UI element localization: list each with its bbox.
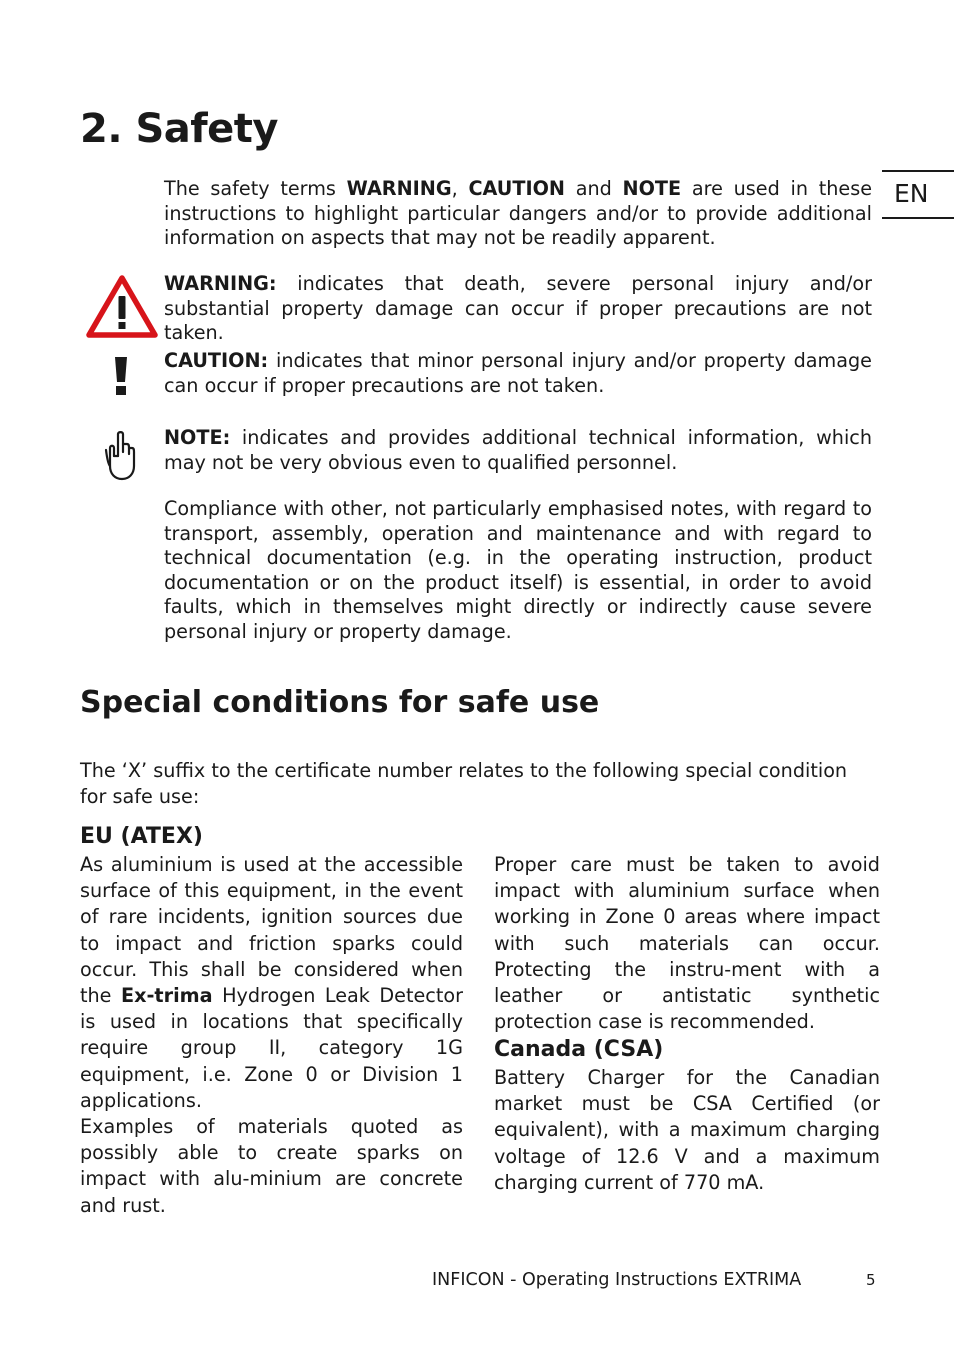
note-paragraph [164,426,872,475]
warning-paragraph [164,272,872,346]
exclamation-icon [112,356,130,396]
intro-term-note: NOTE [622,177,682,200]
language-tab [882,170,954,220]
tab-rule-top [882,170,954,172]
canada-csa-paragraph: Battery Charger for the Canadian market must be CSA Certified (or equivalent), with a maximum charging voltage of 12.6 V and a maximum charging current of 770 mA. [494,1066,880,1194]
eu-atex-paragraph-3: Proper care must be taken to avoid impact with aluminium surface when working in Zone 0 areas where impact with such materials can occur. Protecting the instru-ment with a leather or antistatic synthetic protection case is recommended. [494,853,880,1034]
intro-text-3: and [564,177,623,200]
warning-triangle-icon [86,274,158,338]
intro-term-caution: CAUTION [468,177,565,200]
eu-atex-paragraph-2: Examples of materials quoted as possibly able to create sparks on impact with alu-minium are concrete and rust. [80,1115,463,1217]
warning-text: indicates that death, severe personal injury and/or substantial property damage can occur if proper precautions are not taken. [164,272,872,345]
intro-text-2: , [451,177,469,200]
eu-atex-paragraph-1 [80,852,463,1114]
special-conditions-intro: The ‘X’ suffix to the certificate number relates to the following special condition for safe use: [80,759,848,808]
note-text: indicates and provides additional technical information, which may not be very obvious even to qualified personnel. [164,426,872,474]
eu-atex-text-b: Hydrogen Leak Detector is used in locations that specifically require group II, category 1G equipment, i.e. Zone 0 or Division 1 applications. [80,984,464,1112]
pointing-hand-icon [104,430,140,482]
tab-rule-bottom [882,217,954,219]
caution-text: indicates that minor personal injury and/or property damage can occur if proper precautions are not taken. [164,349,872,397]
warning-term: WARNING: [164,272,277,295]
intro-text-4: are used in these instructions to highlight particular dangers and/or to provide additional information on aspects that may not be readily apparent. [164,177,873,250]
eu-atex-heading: EU (ATEX) [80,824,203,849]
note-term: NOTE: [164,426,231,449]
caution-term: CAUTION: [164,349,269,372]
canada-csa-heading: Canada (CSA) [494,1037,664,1062]
eu-atex-text-a: As aluminium is used at the accessible surface of this equipment, in the event of rare incidents, ignition sources due to impact and friction sparks could occur. This shall be considered when the [80,853,463,1008]
page-number: 5 [866,1271,876,1289]
product-name-bold: Ex-trima [120,984,213,1008]
safety-intro-paragraph [164,177,872,251]
intro-term-warning: WARNING [346,177,452,200]
footer-document-title: INFICON - Operating Instructions EXTRIMA [432,1270,802,1290]
caution-paragraph [164,349,872,398]
language-label: EN [894,179,929,208]
compliance-paragraph: Compliance with other, not particularly emphasised notes, with regard to transport, assembly, operation and maintenance and with regard to technical documentation (e.g. in the operating instruction, product documentation or on the product itself) is essential, in order to avoid faults, which in themselves might directly or indirectly cause severe personal injury or property damage. [164,497,872,643]
intro-text-1: The safety terms [164,177,347,200]
special-conditions-heading: Special conditions for safe use [80,685,600,720]
page-title: 2. Safety [80,106,278,152]
